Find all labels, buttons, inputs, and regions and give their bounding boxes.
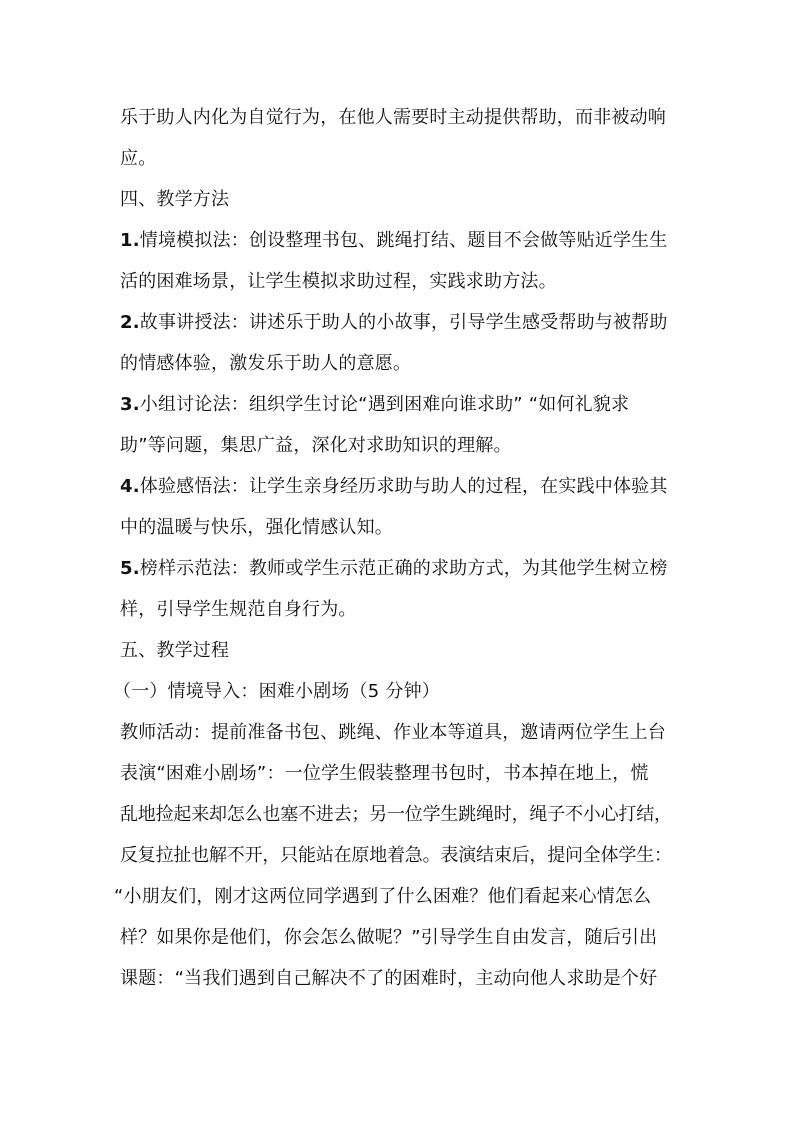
line-text: 助”等问题，集思广益，深化对求助知识的理解。 (120, 435, 512, 456)
item-number: 1. (120, 230, 140, 251)
heading-text: （一）情境导入：困难小剧场（5 分钟） (113, 681, 440, 702)
body-text-line (120, 352, 690, 376)
body-text-line (114, 885, 684, 909)
body-text-line (120, 926, 690, 950)
line-text: 课题：“当我们遇到自己解决不了的困难时，主动向他人求助是个好 (120, 968, 658, 989)
body-text-line (120, 106, 690, 130)
body-text-line (120, 434, 690, 458)
line-text: 应。 (120, 148, 157, 169)
body-text-line (120, 147, 690, 171)
line-text: 表演“困难小剧场”：一位学生假装整理书包时，书本掉在地上，慌 (120, 763, 649, 784)
line-text: 的情感体验，激发乐于助人的意愿。 (120, 353, 412, 374)
line-text: 故事讲授法：讲述乐于助人的小故事，引导学生感受帮助与被帮助 (139, 312, 668, 333)
line-text: 样？如果你是他们，你会怎么做呢？”引导学生自由发言，随后引出 (120, 927, 658, 948)
body-text-line (120, 270, 690, 294)
line-text: 乱地捡起来却怎么也塞不进去；另一位学生跳绳时，绳子不小心打结， (120, 804, 672, 825)
section-heading (120, 188, 690, 212)
heading-text: 四、教学方法 (120, 189, 230, 210)
body-text-line (120, 762, 690, 786)
line-text: 活的困难场景，让学生模拟求助过程，实践求助方法。 (120, 271, 557, 292)
method-item (120, 475, 690, 499)
line-text: 小组讨论法：组织学生讨论“遇到困难向谁求助” “如何礼貌求 (139, 394, 630, 415)
method-item (120, 557, 690, 581)
line-text: 反复拉扯也解不开，只能站在原地着急。表演结束后，提问全体学生： (120, 845, 672, 866)
body-text-line (120, 516, 690, 540)
body-text-line (120, 967, 690, 991)
item-number: 3. (120, 394, 140, 415)
item-number: 5. (120, 558, 140, 579)
line-text: 样，引导学生规范自身行为。 (120, 599, 357, 620)
line-text: 情境模拟法：创设整理书包、跳绳打结、题目不会做等贴近学生生 (139, 230, 668, 251)
section-heading (120, 639, 690, 663)
method-item (120, 393, 690, 417)
line-text: “小朋友们，刚才这两位同学遇到了什么困难？他们看起来心情怎么 (114, 886, 652, 907)
body-text-line (120, 598, 690, 622)
body-text-line (120, 844, 690, 868)
line-text: 教师活动：提前准备书包、跳绳、作业本等道具，邀请两位学生上台 (120, 722, 666, 743)
item-number: 2. (120, 312, 140, 333)
item-number: 4. (120, 476, 140, 497)
line-text: 中的温暖与快乐，强化情感认知。 (120, 517, 393, 538)
line-text: 乐于助人内化为自觉行为，在他人需要时主动提供帮助，而非被动响 (120, 107, 666, 128)
method-item (120, 311, 690, 335)
subsection-heading (113, 680, 683, 704)
body-text-line (120, 721, 690, 745)
heading-text: 五、教学过程 (120, 640, 230, 661)
method-item (120, 229, 690, 253)
line-text: 榜样示范法：教师或学生示范正确的求助方式，为其他学生树立榜 (139, 558, 668, 579)
line-text: 体验感悟法：让学生亲身经历求助与助人的过程，在实践中体验其 (139, 476, 668, 497)
body-text-line (120, 803, 690, 827)
